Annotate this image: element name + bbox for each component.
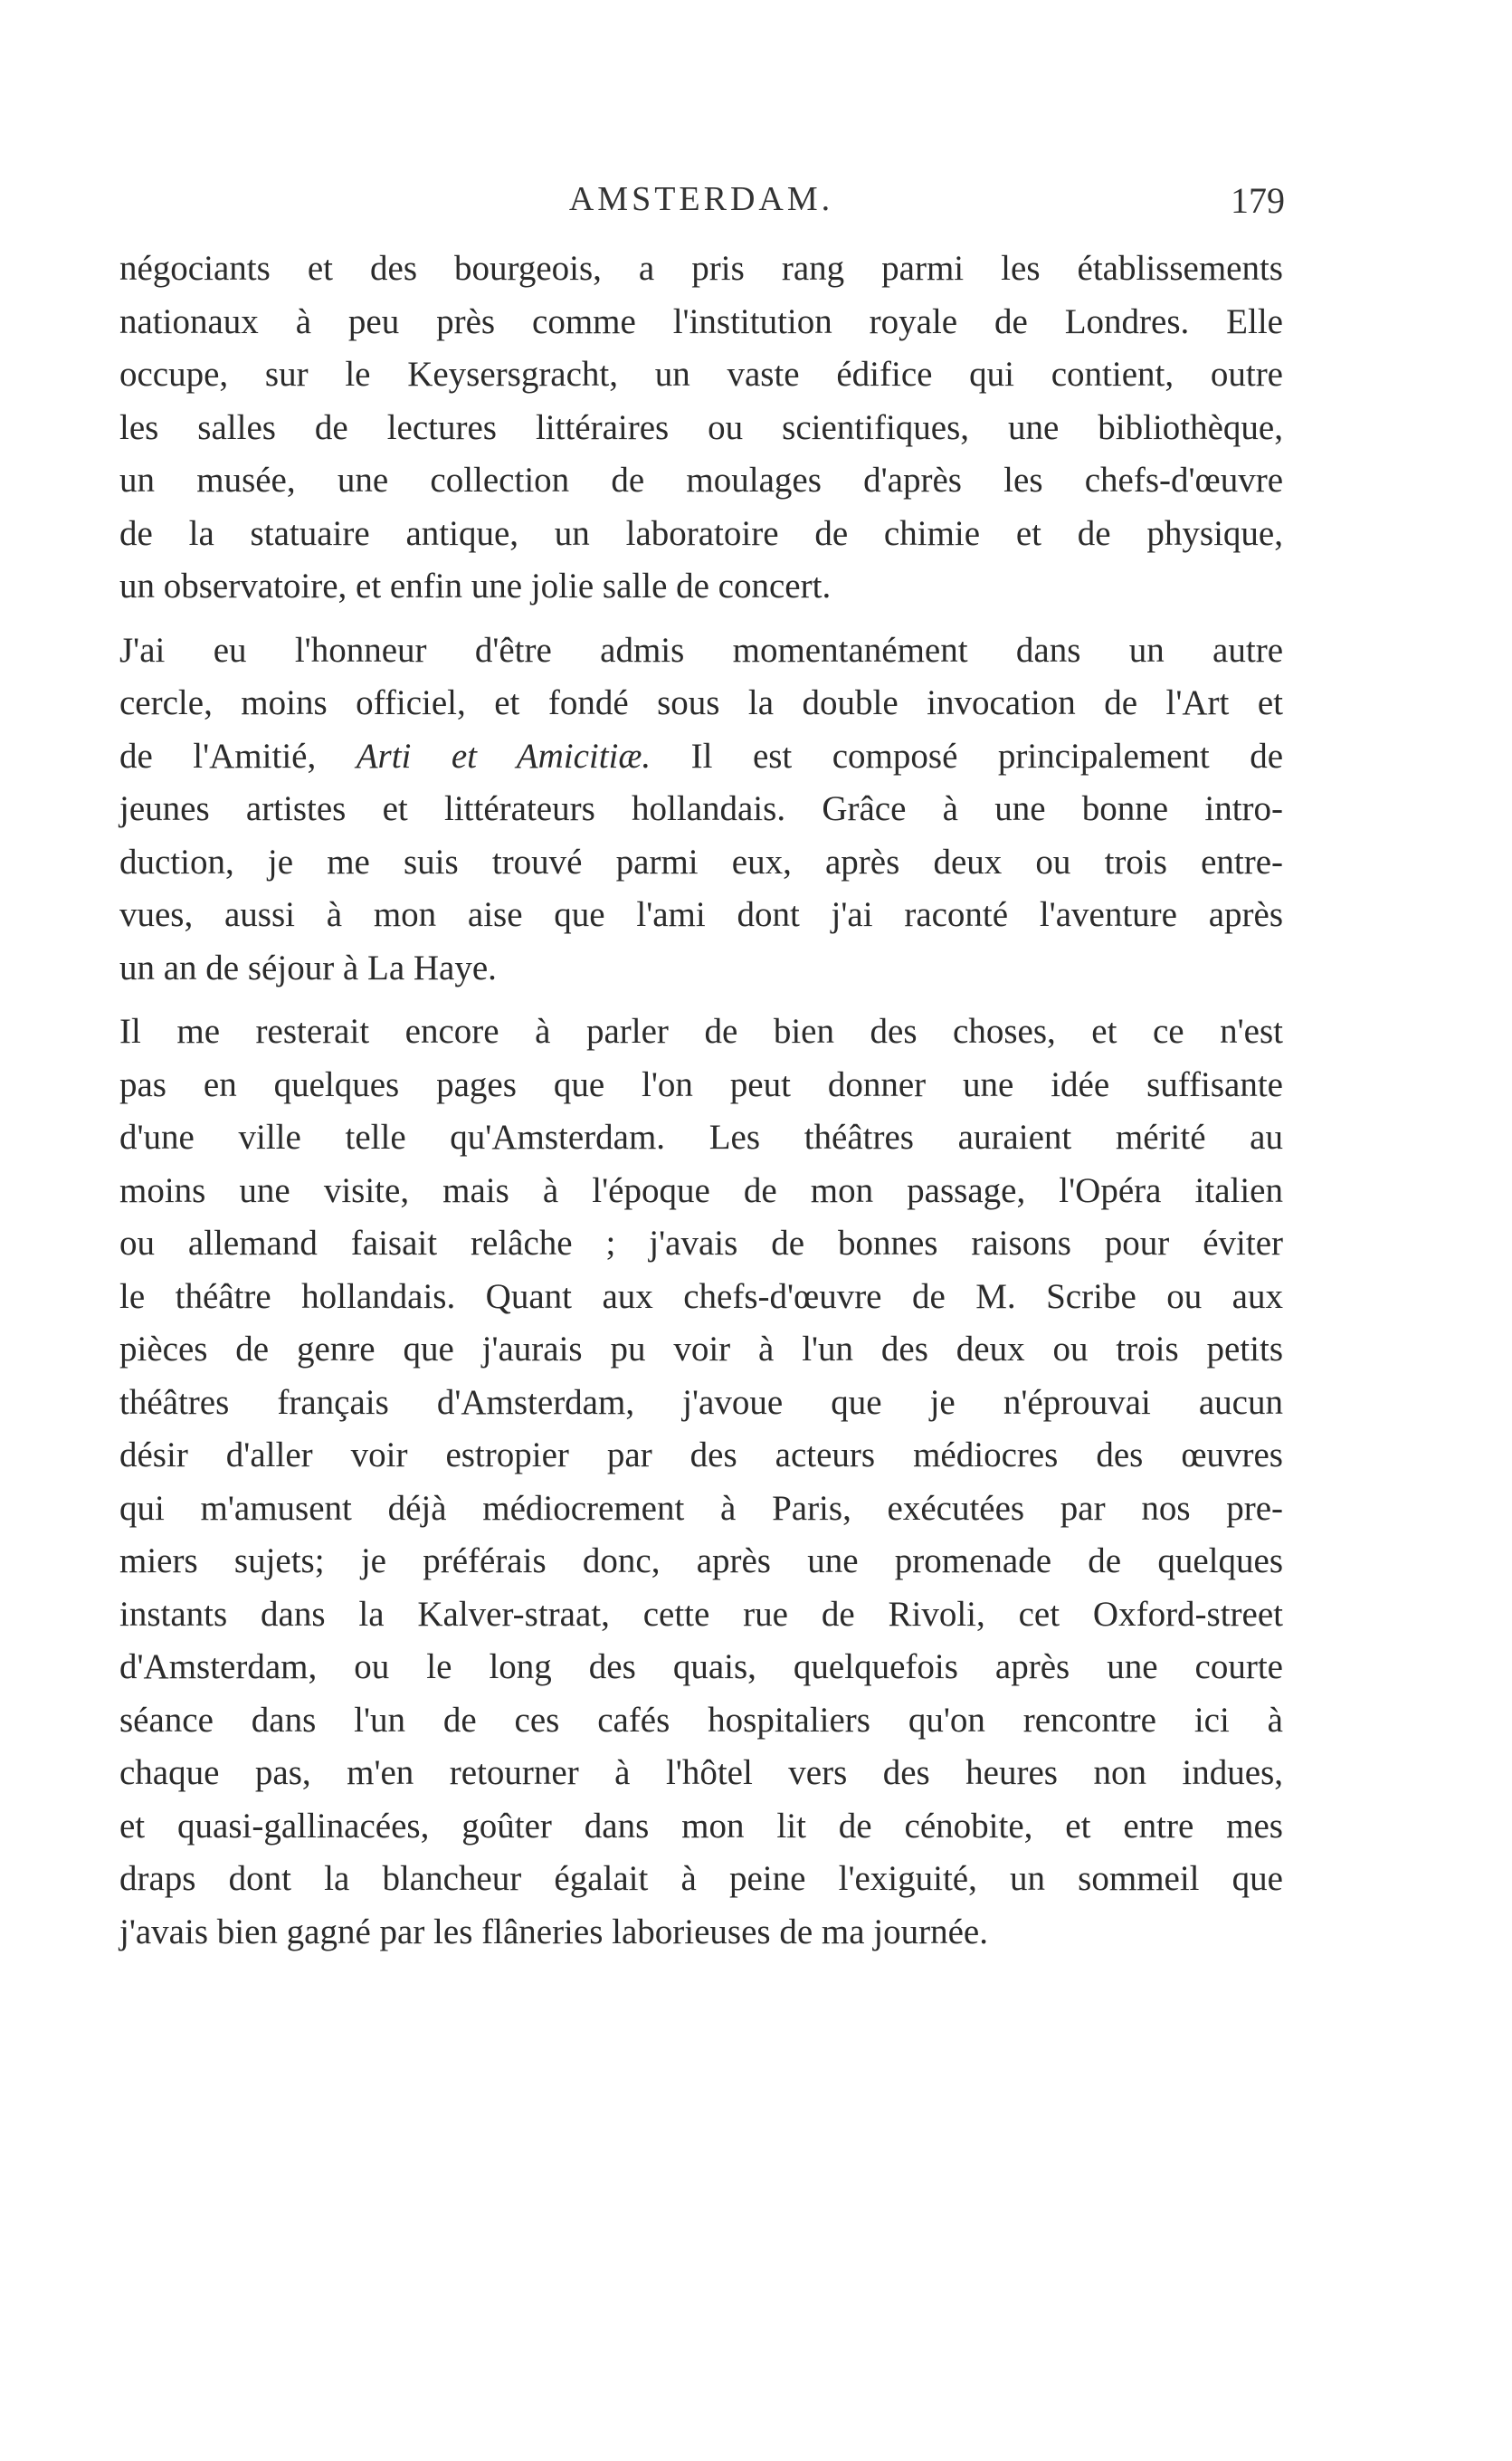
text-segment: de l'Amitié,: [119, 736, 317, 776]
text-line: pas en quelques pages que l'on peut donner une idée suffisante: [119, 1064, 1283, 1104]
text-line: de la statuaire antique, un laboratoire de chimie et de physique,: [119, 513, 1283, 553]
text-line: instants dans la Kalver-straat, cette rue de Rivoli, cet Oxford-street: [119, 1594, 1283, 1634]
text-line: un musée, une collection de moulages d'après les chefs-d'œuvre: [119, 461, 1283, 500]
text-segment: Il est composé principalement de: [690, 736, 1284, 776]
running-head: [118, 179, 1285, 223]
text-line: miers sujets; je préférais donc, après une promenade de quelques: [119, 1541, 1283, 1580]
text-line: négociants et des bourgeois, a pris rang parmi les établissements: [119, 249, 1283, 288]
text-line: théâtres français d'Amsterdam, j'avoue que je n'éprouvai aucun: [119, 1382, 1283, 1422]
text-line: Il me resterait encore à parler de bien des choses, et ce n'est: [119, 1012, 1283, 1051]
italic-society-name: Arti et Amicitiæ.: [356, 736, 651, 776]
text-line: jeunes artistes et littérateurs hollandais. Grâce à une bonne intro-: [119, 789, 1283, 828]
paragraph-2: [119, 625, 1283, 996]
text-line: désir d'aller voir estropier par des acteurs médiocres des œuvres: [119, 1436, 1283, 1474]
text-line: ou allemand faisait relâche ; j'avais de bonnes raisons pour éviter: [119, 1224, 1283, 1263]
text-line: duction, je me suis trouvé parmi eux, après deux ou trois entre-: [119, 842, 1283, 882]
text-line: et quasi-gallinacées, goûter dans mon lit de cénobite, et entre mes: [119, 1806, 1283, 1846]
text-line: J'ai eu l'honneur d'être admis momentanément dans un autre: [119, 630, 1283, 670]
text-line: les salles de lectures littéraires ou scientifiques, une bibliothèque,: [119, 407, 1283, 447]
text-line: d'Amsterdam, ou le long des quais, quelquefois après une courte: [119, 1647, 1283, 1686]
text-line: j'avais bien gagné par les flâneries laborieuses de ma journée.: [119, 1912, 988, 1951]
text-line: draps dont la blancheur égalait à peine l'exiguité, un sommeil que: [119, 1859, 1283, 1898]
text-line: pièces de genre que j'aurais pu voir à l'un des deux ou trois petits: [119, 1330, 1283, 1369]
text-line: séance dans l'un de ces cafés hospitaliers qu'on rencontre ici à: [119, 1700, 1283, 1740]
text-line: occupe, sur le Keysersgracht, un vaste édifice qui contient, outre: [119, 355, 1283, 394]
text-line: d'une ville telle qu'Amsterdam. Les théâtres auraient mérité au: [119, 1118, 1283, 1157]
text-line-with-italic: [119, 730, 1283, 784]
text-line: le théâtre hollandais. Quant aux chefs-d'œuvre de M. Scribe ou aux: [119, 1276, 1283, 1316]
text-line: chaque pas, m'en retourner à l'hôtel vers des heures non indues,: [119, 1753, 1283, 1792]
text-line: un an de séjour à La Haye.: [119, 948, 497, 987]
text-line: moins une visite, mais à l'époque de mon passage, l'Opéra italien: [119, 1170, 1283, 1210]
body-text: [119, 243, 1283, 1959]
text-line: nationaux à peu près comme l'institution royale de Londres. Elle: [119, 301, 1283, 341]
text-line: cercle, moins officiel, et fondé sous la double invocation de l'Art et: [119, 683, 1283, 722]
text-line: qui m'amusent déjà médiocrement à Paris, exécutées par nos pre-: [119, 1488, 1283, 1528]
page-number: 179: [1231, 180, 1285, 221]
paragraph-1: [119, 243, 1283, 614]
paragraph-3: [119, 1006, 1283, 1959]
text-line: un observatoire, et enfin une jolie salle de concert.: [119, 567, 832, 606]
text-line: vues, aussi à mon aise que l'ami dont j'ai raconté l'aventure après: [119, 895, 1283, 934]
running-title: AMSTERDAM.: [568, 180, 834, 218]
